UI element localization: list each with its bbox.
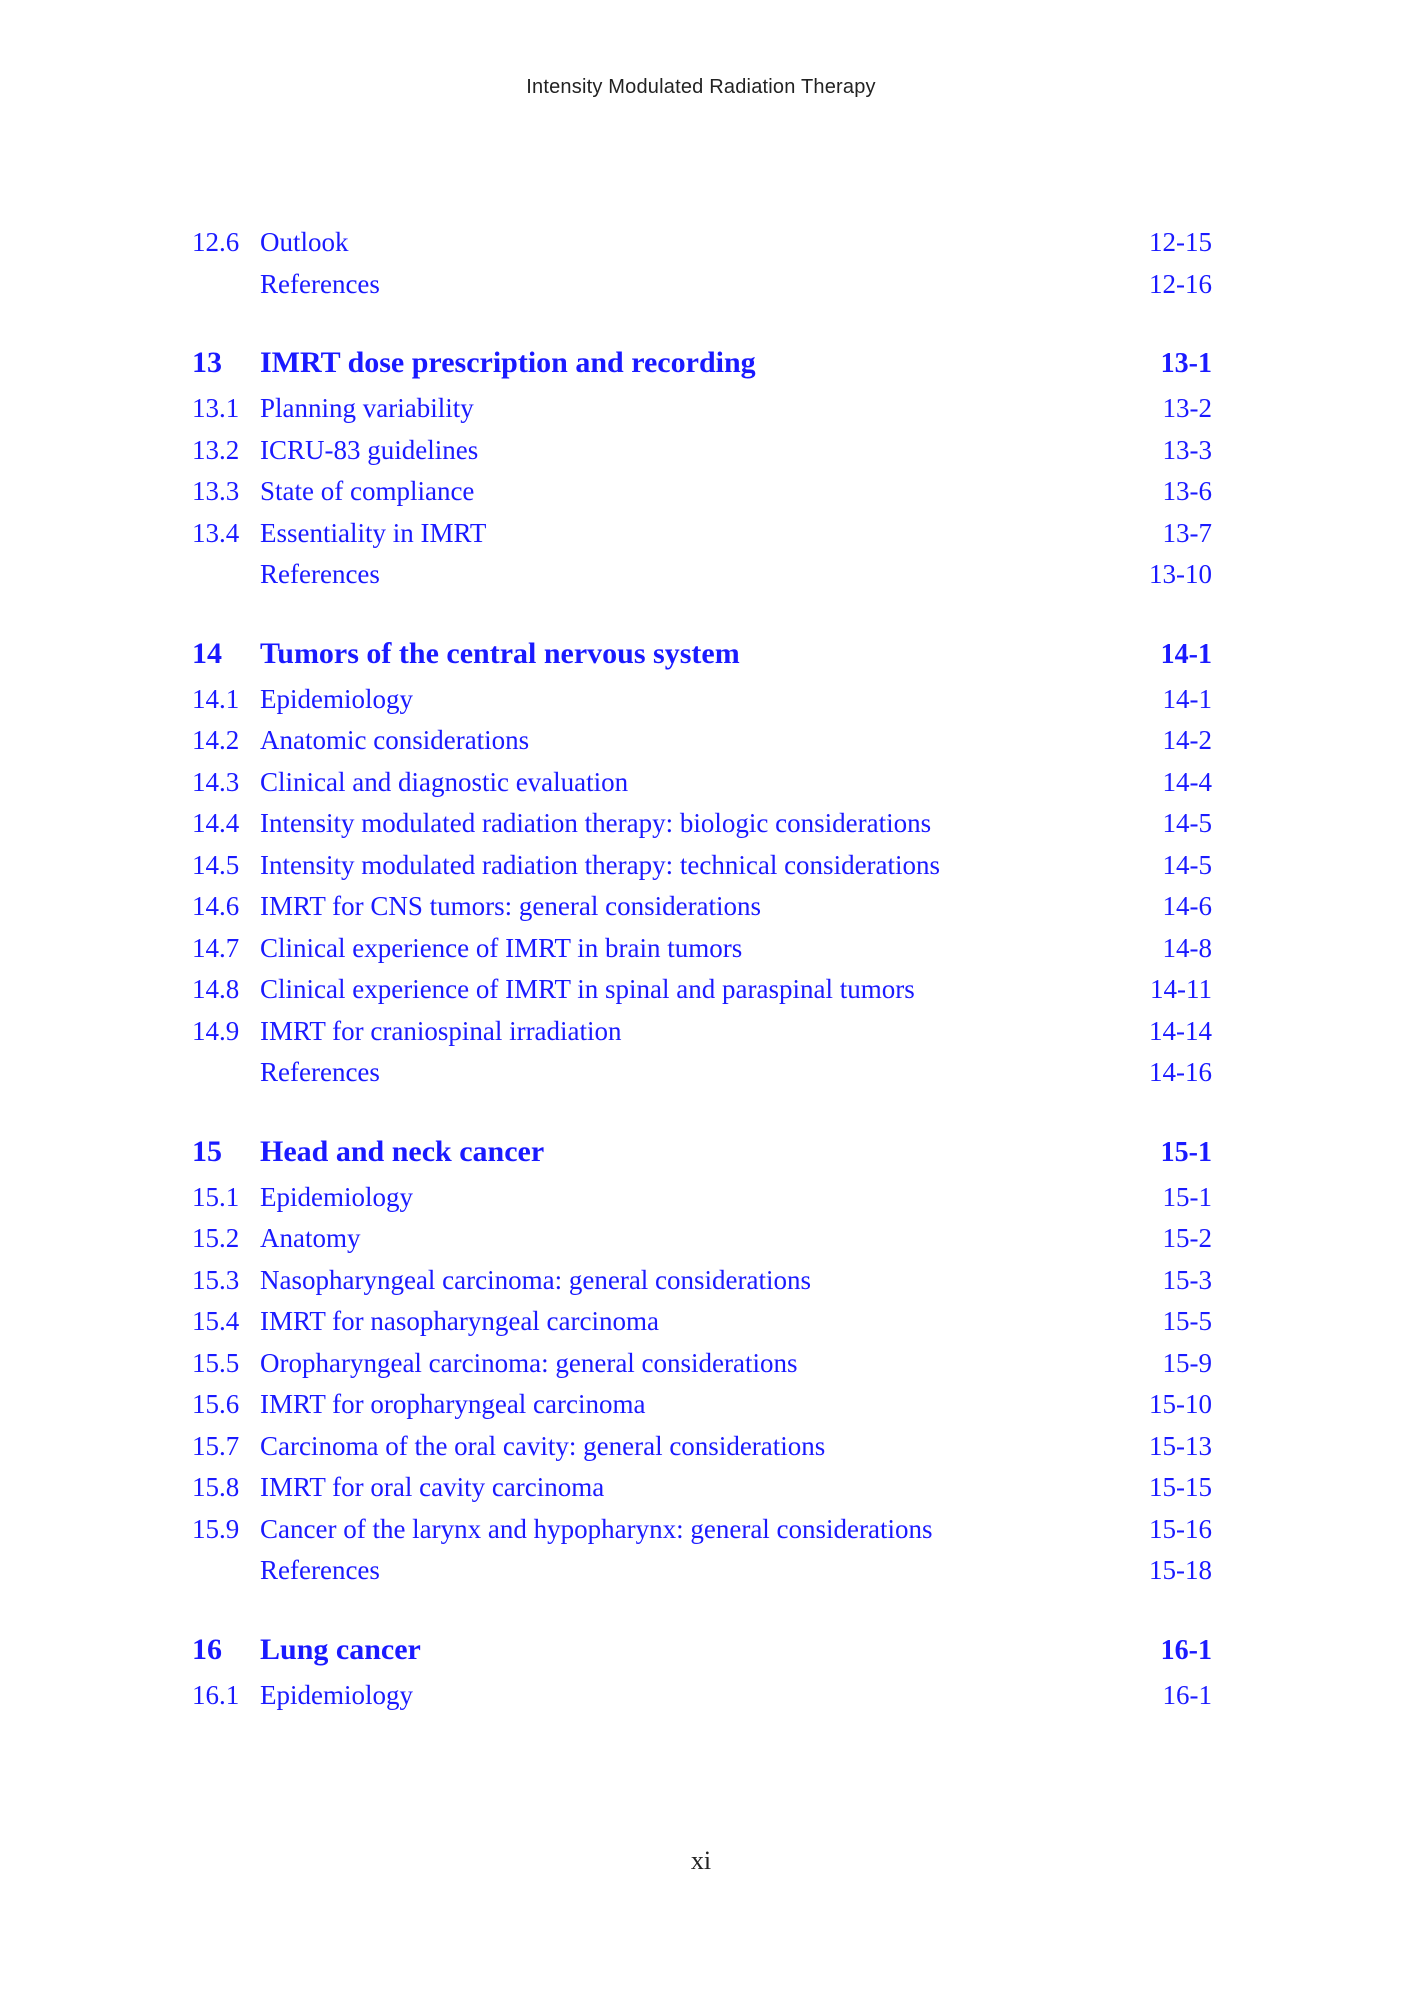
section-title-link[interactable]: Nasopharyngeal carcinoma: general considerations (260, 1264, 812, 1295)
toc-section-row (192, 430, 1212, 472)
chapter-number: 16 (192, 1632, 222, 1666)
toc-section-row (192, 1509, 1212, 1551)
page-reference-link[interactable]: 14-6 (1162, 891, 1212, 921)
page-reference-link[interactable]: 14-2 (1162, 725, 1212, 755)
section-title-link[interactable]: IMRT for CNS tumors: general considerations (260, 891, 762, 921)
toc-section-row (192, 1343, 1212, 1385)
running-header: Intensity Modulated Radiation Therapy (526, 76, 876, 98)
section-number: 14.3 (192, 766, 240, 797)
toc-section-row (192, 679, 1212, 721)
page-reference-link[interactable]: 14-4 (1162, 766, 1212, 797)
toc-section-row (192, 1384, 1212, 1426)
section-title-link[interactable]: Epidemiology (260, 683, 413, 714)
chapter-number: 13 (192, 346, 222, 379)
section-number: 13.1 (192, 393, 240, 423)
section-number: 14.9 (192, 1015, 240, 1046)
toc-section-row (192, 1550, 1212, 1592)
section-number: 14.6 (192, 891, 240, 921)
section-title-link[interactable]: Planning variability (260, 393, 474, 423)
toc-chapter-row (192, 1127, 1212, 1177)
page-reference-link[interactable]: 13-3 (1162, 434, 1212, 465)
section-title-link[interactable]: References (260, 559, 380, 589)
page-reference-link[interactable]: 13-2 (1162, 393, 1212, 423)
section-title-link[interactable]: References (260, 1555, 380, 1585)
section-title-link[interactable]: References (260, 268, 380, 299)
section-number: 15.5 (192, 1347, 240, 1378)
section-title-link[interactable]: Epidemiology (260, 1679, 413, 1710)
page-reference-link[interactable]: 16-1 (1162, 1679, 1212, 1710)
toc-section-row (192, 471, 1212, 513)
toc-section-row (192, 886, 1212, 928)
section-number: 13.2 (192, 434, 240, 465)
page-reference-link[interactable]: 15-5 (1162, 1306, 1212, 1336)
page-reference-link[interactable]: 15-13 (1149, 1430, 1212, 1461)
toc-section-row (192, 1260, 1212, 1302)
page-reference-link[interactable]: 14-11 (1150, 974, 1212, 1004)
section-title-link[interactable]: Anatomic considerations (260, 725, 530, 755)
toc-section-row (192, 720, 1212, 762)
section-number: 15.6 (192, 1389, 240, 1419)
section-title-link[interactable]: State of compliance (260, 476, 475, 506)
toc-section-row (192, 1301, 1212, 1343)
section-number: 14.7 (192, 932, 240, 963)
section-title-link[interactable]: IMRT for oral cavity carcinoma (260, 1472, 605, 1502)
page-reference-link[interactable]: 13-7 (1162, 517, 1212, 548)
toc-section-row (192, 845, 1212, 887)
toc-section-row (192, 969, 1212, 1011)
chapter-title-link[interactable]: Head and neck cancer (260, 1134, 545, 1168)
toc-section-row (192, 513, 1212, 555)
toc-section-row (192, 264, 1212, 306)
section-number: 14.4 (192, 808, 240, 838)
section-number: 14.2 (192, 725, 240, 755)
toc-section-row (192, 1052, 1212, 1094)
page-reference-link[interactable]: 13-6 (1162, 476, 1212, 506)
page-reference-link[interactable]: 15-2 (1162, 1223, 1212, 1253)
section-title-link[interactable]: Outlook (260, 227, 349, 257)
section-title-link[interactable]: IMRT for craniospinal irradiation (260, 1015, 622, 1046)
section-title-link[interactable]: IMRT for oropharyngeal carcinoma (260, 1389, 646, 1419)
section-title-link[interactable]: Intensity modulated radiation therapy: technical considerations (260, 849, 941, 880)
toc-section-row (192, 1218, 1212, 1260)
toc-section-row (192, 554, 1212, 596)
toc-chapter-row (192, 1625, 1212, 1675)
toc-chapter-row (192, 629, 1212, 679)
section-number: 15.1 (192, 1181, 240, 1212)
page-reference-link[interactable]: 14-16 (1149, 1057, 1212, 1087)
section-number: 15.4 (192, 1306, 240, 1336)
chapter-number: 15 (192, 1134, 222, 1168)
toc-section-row (192, 762, 1212, 804)
section-title-link[interactable]: Clinical and diagnostic evaluation (260, 766, 629, 797)
page-reference-link[interactable]: 13-1 (1160, 348, 1212, 379)
page-reference-link[interactable]: 15-18 (1149, 1555, 1212, 1585)
section-number: 15.2 (192, 1223, 240, 1253)
toc-section-row (192, 1011, 1212, 1053)
section-title-link[interactable]: Essentiality in IMRT (260, 517, 487, 548)
section-number: 15.9 (192, 1513, 240, 1544)
section-number: 12.6 (192, 227, 240, 257)
toc-chapter-row (192, 338, 1212, 388)
section-number: 15.3 (192, 1264, 240, 1295)
page-reference-link[interactable]: 12-15 (1149, 227, 1212, 257)
section-title-link[interactable]: ICRU-83 guidelines (260, 434, 479, 465)
toc-section-row (192, 1426, 1212, 1468)
page-number: xi (690, 1846, 712, 1875)
toc-section-row (192, 1675, 1212, 1717)
toc-section-row (192, 1467, 1212, 1509)
chapter-title-link[interactable]: Lung cancer (260, 1632, 421, 1666)
section-title-link[interactable]: Clinical experience of IMRT in brain tumors (260, 932, 743, 963)
page-reference-link[interactable]: 14-5 (1162, 849, 1212, 880)
page-reference-link[interactable]: 15-9 (1162, 1347, 1212, 1378)
page-reference-link[interactable]: 15-10 (1149, 1389, 1212, 1419)
page-reference-link[interactable]: 14-8 (1162, 932, 1212, 963)
section-number: 14.5 (192, 849, 240, 880)
chapter-number: 14 (192, 636, 222, 670)
page-reference-link[interactable]: 14-5 (1162, 808, 1212, 838)
section-number: 15.8 (192, 1472, 240, 1502)
toc-section-row (192, 388, 1212, 430)
table-of-contents (192, 222, 1212, 1716)
page-reference-link[interactable]: 14-14 (1149, 1015, 1212, 1046)
section-title-link[interactable]: Anatomy (260, 1223, 361, 1253)
section-title-link[interactable]: Cancer of the larynx and hypopharynx: general considerations (260, 1513, 933, 1544)
section-title-link[interactable]: References (260, 1057, 380, 1087)
page-reference-link[interactable]: 15-1 (1162, 1181, 1212, 1212)
toc-section-row (192, 803, 1212, 845)
chapter-title-link[interactable]: Tumors of the central nervous system (260, 636, 740, 670)
chapter-title-link[interactable]: IMRT dose prescription and recording (260, 346, 756, 379)
section-title-link[interactable]: Epidemiology (260, 1181, 413, 1212)
toc-section-row (192, 1177, 1212, 1219)
section-title-link[interactable]: Carcinoma of the oral cavity: general considerations (260, 1430, 826, 1461)
section-number: 13.3 (192, 476, 240, 506)
section-number: 13.4 (192, 517, 240, 548)
section-title-link[interactable]: Clinical experience of IMRT in spinal and paraspinal tumors (260, 974, 915, 1004)
page-reference-link[interactable]: 14-1 (1160, 638, 1212, 670)
section-number: 15.7 (192, 1430, 240, 1461)
section-number: 14.8 (192, 974, 240, 1004)
section-title-link[interactable]: Oropharyngeal carcinoma: general considerations (260, 1347, 798, 1378)
page-reference-link[interactable]: 12-16 (1149, 268, 1212, 299)
page-reference-link[interactable]: 16-1 (1160, 1634, 1212, 1666)
section-number: 16.1 (192, 1679, 240, 1710)
section-title-link[interactable]: Intensity modulated radiation therapy: biologic considerations (260, 808, 932, 838)
page-reference-link[interactable]: 15-16 (1149, 1513, 1212, 1544)
page-reference-link[interactable]: 15-3 (1162, 1264, 1212, 1295)
section-title-link[interactable]: IMRT for nasopharyngeal carcinoma (260, 1306, 659, 1336)
toc-section-row (192, 928, 1212, 970)
section-number: 14.1 (192, 683, 240, 714)
toc-section-row (192, 222, 1212, 264)
page-reference-link[interactable]: 15-15 (1149, 1472, 1212, 1502)
page-reference-link[interactable]: 14-1 (1162, 683, 1212, 714)
page-reference-link[interactable]: 13-10 (1149, 559, 1212, 589)
page-reference-link[interactable]: 15-1 (1160, 1136, 1212, 1168)
